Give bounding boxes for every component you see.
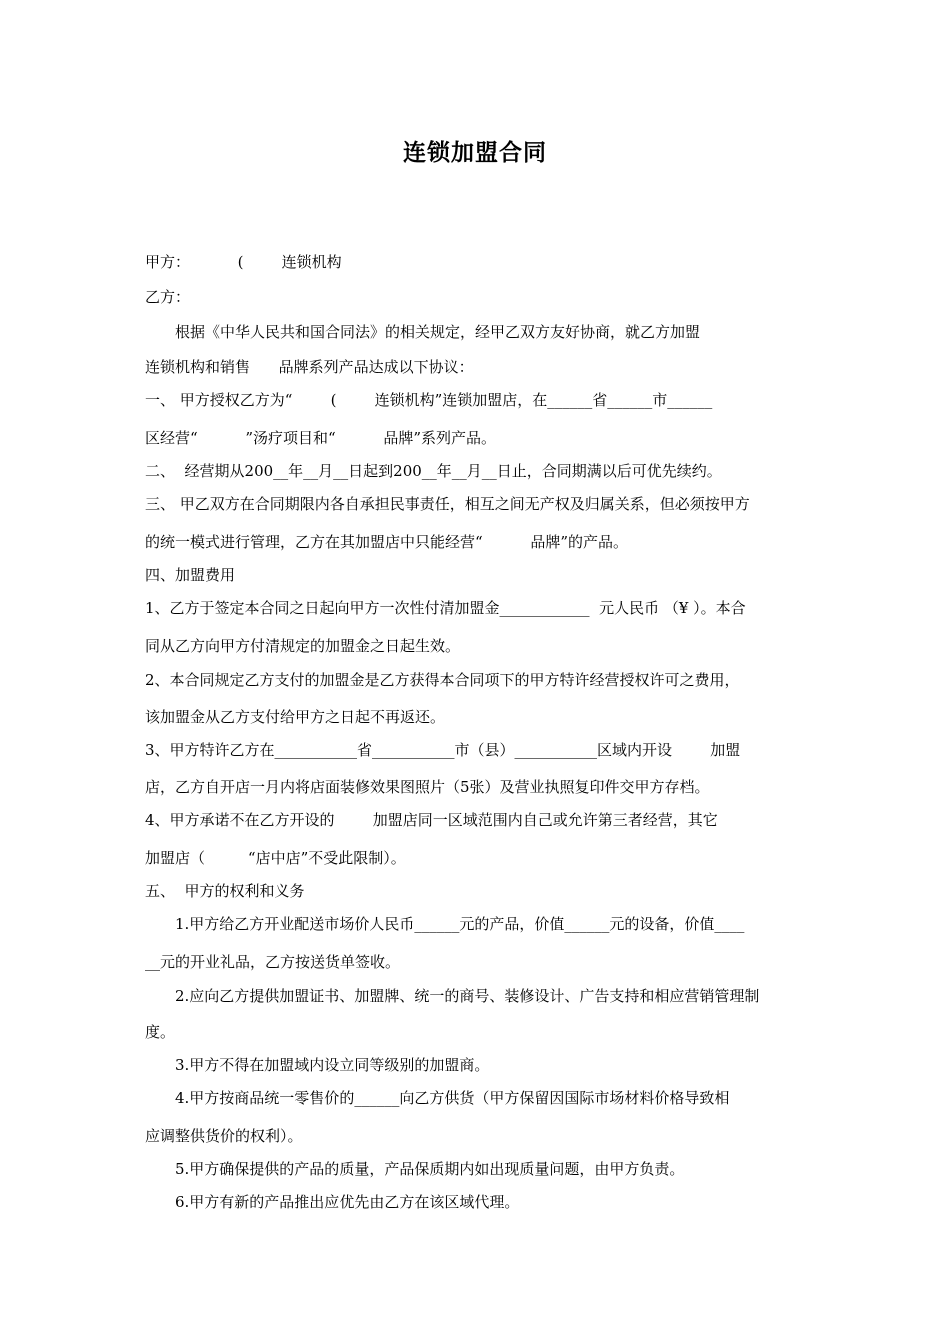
contract-line: 度。 <box>145 1023 176 1041</box>
contract-line: 甲方： ( 连锁机构 <box>145 253 342 271</box>
contract-line: 1.甲方给乙方开业配送市场价人民币______元的产品，价值______元的设备，价值____ <box>175 915 745 933</box>
contract-line: 四、加盟费用 <box>145 566 236 584</box>
contract-line: 加盟店（ “店中店”不受此限制）。 <box>145 849 406 867</box>
contract-line: 2、本合同规定乙方支付的加盟金是乙方获得本合同项下的甲方特许经营授权许可之费用， <box>145 671 740 689</box>
contract-line: 3.甲方不得在加盟域内设立同等级别的加盟商。 <box>175 1056 490 1074</box>
contract-line: 一、 甲方授权乙方为“ ( 连锁机构”连锁加盟店，在______省______市______ <box>145 391 713 409</box>
contract-line: 4.甲方按商品统一零售价的______向乙方供货（甲方保留因国际市场材料价格导致相 <box>175 1089 730 1107</box>
contract-line: 乙方： <box>145 288 191 306</box>
contract-line: 根据《中华人民共和国合同法》的相关规定，经甲乙双方友好协商，就乙方加盟 <box>175 323 701 341</box>
contract-line: 3、甲方特许乙方在___________省___________市（县）___________区域内开设 加盟 <box>145 741 741 759</box>
contract-line: 4、甲方承诺不在乙方开设的 加盟店同一区域范围内自己或允许第三者经营，其它 <box>145 811 718 829</box>
contract-line: 店，乙方自开店一月内将店面装修效果图照片（5张）及营业执照复印件交甲方存档。 <box>145 778 710 796</box>
contract-line: 的统一模式进行管理，乙方在其加盟店中只能经营“ 品牌”的产品。 <box>145 533 629 551</box>
contract-line: 二、 经营期从200__年__月__日起到200__年__月__日止，合同期满以后可优先续约。 <box>145 462 722 480</box>
contract-line: 区经营“ ”汤疗项目和“ 品牌”系列产品。 <box>145 429 497 447</box>
contract-line: 该加盟金从乙方支付给甲方之日起不再返还。 <box>145 708 446 726</box>
contract-line: __元的开业礼品，乙方按送货单签收。 <box>145 953 401 971</box>
document-title: 连锁加盟合同 <box>403 140 547 166</box>
contract-line: 三、 甲乙双方在合同期限内各自承担民事责任，相互之间无产权及归属关系，但必须按甲方 <box>145 495 750 513</box>
contract-line: 五、 甲方的权利和义务 <box>145 882 305 900</box>
contract-line: 连锁机构和销售 品牌系列产品达成以下协议： <box>145 358 474 376</box>
contract-line: 1、乙方于签定本合同之日起向甲方一次性付清加盟金____________ 元人民币 （¥ ）。本合 <box>145 599 746 617</box>
contract-line: 应调整供货价的权利）。 <box>145 1127 303 1145</box>
contract-line: 2.应向乙方提供加盟证书、加盟牌、统一的商号、装修设计、广告支持和相应营销管理制 <box>175 987 760 1005</box>
contract-line: 6.甲方有新的产品推出应优先由乙方在该区域代理。 <box>175 1193 520 1211</box>
contract-line: 同从乙方向甲方付清规定的加盟金之日起生效。 <box>145 637 461 655</box>
contract-line: 5.甲方确保提供的产品的质量，产品保质期内如出现质量问题，由甲方负责。 <box>175 1160 685 1178</box>
